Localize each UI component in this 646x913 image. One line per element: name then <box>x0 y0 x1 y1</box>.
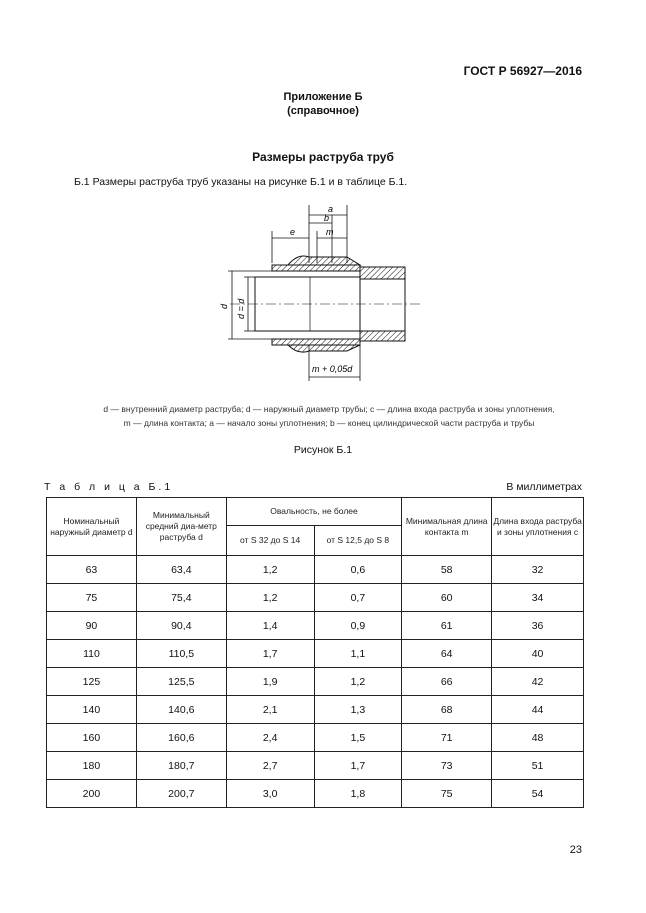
table-cell: 36 <box>492 612 584 640</box>
label-m: m <box>326 227 334 237</box>
table-cell: 125 <box>47 668 137 696</box>
figure-legend <box>74 402 584 430</box>
table-cell: 1,7 <box>314 752 402 780</box>
table-cell: 48 <box>492 724 584 752</box>
table-row <box>47 640 584 668</box>
table-cell: 44 <box>492 696 584 724</box>
table-cell: 66 <box>402 668 492 696</box>
section-title: Размеры раструба труб <box>252 150 394 164</box>
table-cell: 125,5 <box>136 668 226 696</box>
table-row <box>47 752 584 780</box>
table-cell: 160 <box>47 724 137 752</box>
table-cell: 3,0 <box>226 780 314 808</box>
table-row <box>47 556 584 584</box>
header-min-mean-diameter: Минимальный средний диа-метр раструба d <box>136 498 226 556</box>
table-header-row <box>47 498 584 526</box>
table-row <box>47 612 584 640</box>
table-cell: 2,7 <box>226 752 314 780</box>
legend-line-1: d — внутренний диаметр раструба; d — наружный диаметр трубы; c — длина входа раструба и зоны уплотнения, <box>103 404 555 414</box>
socket-drawing <box>210 195 430 385</box>
table-body <box>47 556 584 808</box>
table-row <box>47 724 584 752</box>
standard-number: ГОСТ Р 56927—2016 <box>463 64 582 78</box>
table-cell: 75 <box>47 584 137 612</box>
header-min-contact-length: Минимальная длина контакта m <box>402 498 492 556</box>
table-cell: 1,1 <box>314 640 402 668</box>
appendix-title: Приложение Б <box>283 91 363 103</box>
table-cell: 180,7 <box>136 752 226 780</box>
table-cell: 0,7 <box>314 584 402 612</box>
table-cell: 200 <box>47 780 137 808</box>
table-cell: 60 <box>402 584 492 612</box>
top-dimensions <box>272 205 347 263</box>
table-cell: 1,2 <box>314 668 402 696</box>
table-units: В миллиметрах <box>506 481 582 493</box>
intro-paragraph: Б.1 Размеры раструба труб указаны на рисунке Б.1 и в таблице Б.1. <box>74 176 408 188</box>
table-cell: 1,5 <box>314 724 402 752</box>
table-cell: 51 <box>492 752 584 780</box>
header-ovality-s125-s8: от S 12,5 до S 8 <box>314 526 402 556</box>
label-b: b <box>324 213 330 223</box>
table-cell: 110,5 <box>136 640 226 668</box>
socket-dimensions-table <box>46 497 584 808</box>
table-cell: 140,6 <box>136 696 226 724</box>
legend-line-2: m — длина контакта; a — начало зоны уплотнения; b — конец цилиндрической части раструба и трубы <box>123 418 535 428</box>
label-di: d <box>219 303 229 309</box>
header-nominal-diameter: Номинальный наружный диаметр d <box>47 498 137 556</box>
table-cell: 68 <box>402 696 492 724</box>
table-cell: 110 <box>47 640 137 668</box>
appendix-subtitle: (справочное) <box>287 105 359 117</box>
table-cell: 1,9 <box>226 668 314 696</box>
table-cell: 64 <box>402 640 492 668</box>
table-cell: 200,7 <box>136 780 226 808</box>
table-cell: 61 <box>402 612 492 640</box>
page-number: 23 <box>569 844 582 856</box>
pipe-body <box>230 256 420 352</box>
table-cell: 90 <box>47 612 137 640</box>
table-cell: 54 <box>492 780 584 808</box>
header-ovality-s32-s14: от S 32 до S 14 <box>226 526 314 556</box>
label-dn-de: d = d <box>236 298 246 319</box>
table-cell: 75 <box>402 780 492 808</box>
table-row <box>47 584 584 612</box>
table-cell: 0,6 <box>314 556 402 584</box>
table-cell: 32 <box>492 556 584 584</box>
table-cell: 73 <box>402 752 492 780</box>
label-e: e <box>290 227 296 237</box>
table-cell: 63 <box>47 556 137 584</box>
appendix-heading <box>0 90 646 118</box>
table-row <box>47 696 584 724</box>
table-cell: 1,7 <box>226 640 314 668</box>
table-cell: 160,6 <box>136 724 226 752</box>
table-cell: 58 <box>402 556 492 584</box>
table-row <box>47 668 584 696</box>
table-cell: 71 <box>402 724 492 752</box>
table-row <box>47 780 584 808</box>
header-entry-length: Длина входа раструба и зоны уплотнения c <box>492 498 584 556</box>
table-cell: 1,3 <box>314 696 402 724</box>
table-cell: 42 <box>492 668 584 696</box>
table-cell: 90,4 <box>136 612 226 640</box>
table-cell: 2,1 <box>226 696 314 724</box>
table-caption: Т а б л и ц а Б.1 <box>44 481 174 493</box>
figure-caption: Рисунок Б.1 <box>293 444 353 456</box>
table-cell: 34 <box>492 584 584 612</box>
table-cell: 0,9 <box>314 612 402 640</box>
label-contact-length: m + 0,05d <box>312 364 353 374</box>
table-cell: 1,4 <box>226 612 314 640</box>
table-cell: 1,2 <box>226 556 314 584</box>
table-cell: 63,4 <box>136 556 226 584</box>
header-ovality: Овальность, не более <box>226 498 402 526</box>
table-cell: 140 <box>47 696 137 724</box>
table-cell: 1,8 <box>314 780 402 808</box>
table-cell: 2,4 <box>226 724 314 752</box>
table-cell: 75,4 <box>136 584 226 612</box>
label-a: a <box>328 204 334 214</box>
table-cell: 1,2 <box>226 584 314 612</box>
table-cell: 40 <box>492 640 584 668</box>
table-cell: 180 <box>47 752 137 780</box>
